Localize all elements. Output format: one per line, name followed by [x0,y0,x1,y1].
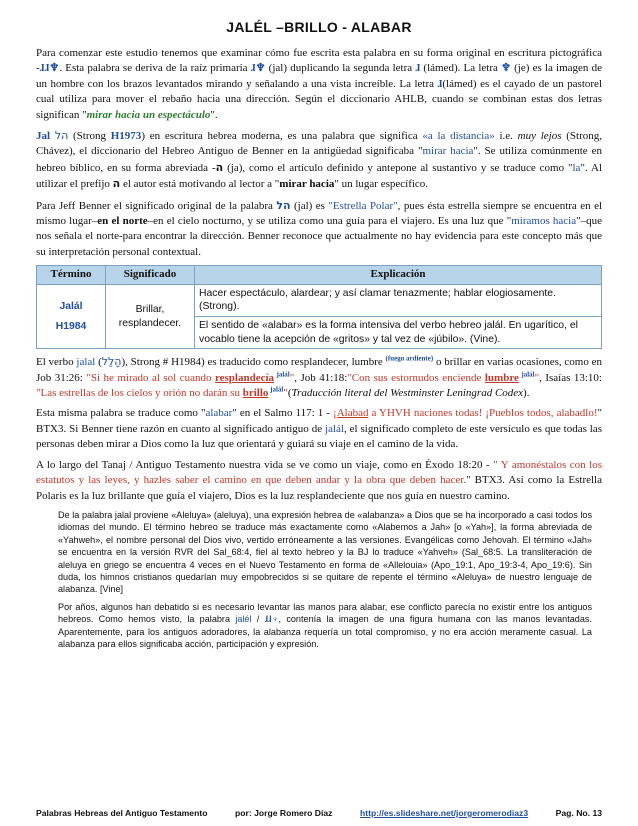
block-quote [58,509,592,650]
verse-quote: ¡ [333,407,337,420]
superscript-note: jalál [274,370,290,378]
text: " BTX3. Si Benner tiene razón en cuanto al significado antiguo de [36,407,603,435]
text: , Isaías 13:10: [539,371,602,384]
text: (lámed) es el cayado de un pastorel cual utiliza para mover el rebaño hacia una dirección. Según el diccionario AHLB, cuando se combinan estas dos letras significan " [36,77,602,121]
text: . Esta palabra se deriva de la raíz primaria [59,62,251,75]
header-explanation: Explicación [195,266,602,285]
pictographic-glyph: ♆ [501,62,511,75]
text: ". Al utilizar el prefijo [36,161,602,191]
text: (jal) duplicando la segunda letra [265,62,416,75]
paragraph-verb [36,354,602,401]
verse-keyword: Alabad [336,407,369,420]
quote-text: miramos hacia [511,215,577,228]
verse-quote: " [534,371,540,384]
text: (Strong, Chávez), el diccionario del Hebreo Antiguo de Benner en la antigüedad significaba " [36,130,603,158]
text: ), Strong # H1984) es traducido como resplandecer, lumbre [121,356,386,369]
text: el autor está motivando al lector a " [120,178,280,191]
quote-paragraph-aleluya: De la palabra jalal proviene «Aleluya» (aleluya), una expresión hebrea de «alabanza» a Dios que se ha incorporado a casi todos los idiomas del mundo. El término hebreo se traduce más exactamente como «Alabemos a Jah» [o «Yah»], la forma abreviada de «Yahweh», el nombre personal del Dios vivo, vertido erróneamente a las versiones. Evangélicas como Jehovah. El término «Jah» se encuentra en la versión RVR del Sal_68:4, fiel al texto hebreo y la BJ lo traduce «Yahveh» (Sal_68:5. La transliteración de aleluya en griego se encuentra 4 veces en el Nuevo Testamento en forma de «Allelouia» (Apo_19:1, Apo_19:3-4, Apo_19:6). Sin duda, los himnos cristianos quedarían muy empobrecidos si se quitare de repente el término «Aleluya» de nuestro lenguaje de alabanza. [Vine] [58,509,592,595]
verse-quote: " [283,387,288,400]
text: , contenía la imagen de una figura humana con las manos levantadas. Aparentemente, para los antiguos adoradores, la alabanza requería un total compromiso, y no era acción meramente casual. La alabanza para ellos significaba acción, participación y expresión. [58,614,592,649]
paragraph-benner [36,198,602,261]
definition-table [36,265,602,349]
paragraph-tanaj [36,458,602,504]
text: " un lugar específico. [334,178,429,191]
text: , Job 41:18: [294,371,348,384]
superscript-note: jalál [268,385,284,394]
pictographic-glyph: ɺ [415,62,421,75]
quote-text: «a la distancia» [422,130,495,143]
footer-link[interactable]: http://es.slideshare.net/jorgeromerodiaz3 [360,808,529,818]
superscript-note: (fuego ardiente) [385,354,434,363]
text: ( [95,356,102,369]
text: / [251,614,265,625]
page-title: JALÉL –BRILLO - ALABAR [226,19,412,35]
text: " BTX3. Así como la Estrella Polaris es la luz brillante que guía el viajero, Dios es la luz resplandeciente que nos guía en nuestro camino. [36,474,602,502]
text: Por años, algunos han debatido si es necesario levantar las manos para alabar, ese conflicto parecía no existir entre los antiguos hebreos. Como hemos visto, la palabra [58,601,592,625]
footer-page-number: Pag. No. 13 [555,808,602,818]
text: A lo largo del Tanaj / Antiguo Testamento nuestra vida se ve como un viaje, como en Éxodo 18:20 - [36,458,494,471]
verse-keyword: resplandecía [214,371,275,384]
meaning-cell: Brillar, resplandecer. [106,284,195,348]
text: o brillar en varias ocasiones, como en Job 31:26: [36,356,602,384]
text: ). [523,387,530,400]
hebrew-word: ה [215,160,224,174]
text: (je) es la imagen de un hombre con los brazos levantados mirando y señalando a una vista increíble. La letra [36,62,602,90]
footer-title: Palabras Hebreas del Antiguo Testamento [36,808,208,818]
text: (Strong [68,130,111,143]
bold-text: mirar hacia [279,178,335,191]
text: i.e. [494,130,518,143]
text: , el significado completo de este versículo es que todas las personas deben mirar a Dios como la luz que orientará y guiará su viaje en el camino de la vida. [36,422,602,451]
quote-text: la [572,161,581,174]
word-highlight: jalal [76,356,96,369]
text: Para comenzar este estudio tenemos que examinar cómo fue escrita esta palabra en su forma original en escritura pictográfica - [36,47,602,75]
paragraph-intro [36,46,602,123]
text: ". [210,108,218,121]
text: ) en escritura hebrea moderna, es una palabra que significa [141,130,423,143]
verse-quote: "Con sus estornudos enciende [347,371,485,384]
text: (jal) es [290,199,329,212]
term-word: Jalál [59,300,83,312]
table-header-row [37,266,602,285]
verse-quote: " [289,371,295,384]
header-meaning: Significado [106,266,195,285]
text: (lámed). La letra [420,62,502,75]
text: El verbo [36,356,77,369]
bold-text: en el norte [97,215,148,228]
footer-author: por: Jorge Romero Díaz [235,808,333,818]
table-row [37,284,602,316]
quote-text: "Estrella Polar" [328,199,398,212]
hebrew-word: ה [112,177,121,191]
page-footer [36,806,602,821]
quote-paragraph-hands [58,601,592,651]
text: ( [287,387,292,400]
hebrew-word: הל [276,198,291,212]
text: Esta misma palabra se traduce como " [36,407,206,420]
text: Para Jeff Benner el significado original de la palabra [36,199,277,212]
quote-text: alabar [205,407,233,420]
verse-keyword: lumbre [484,371,519,384]
paragraph-jal [36,128,602,193]
quote-text: mirar hacia [422,145,474,158]
text: "–que nos señala el norte-para encontrar la dirección. Benner reconoce que actualmente no hay evidencia para este concepto más que su interpretación personal contextual. [36,215,603,258]
verse-quote: "Si he mirado al sol cuando [86,371,215,384]
explanation-cell: El sentido de «alabar» es la forma intensiva del verbo hebreo jalál. En ugarítico, el vocablo tiene la acepción de «gritos» y tal vez de «júbilo». (Vine). [195,317,602,349]
term-code: H1984 [55,320,87,332]
verse-quote: "Las estrellas de los cielos y orión no darán su [36,387,243,400]
pictographic-glyph: ɺ [437,77,443,90]
emphasis-text: mirar hacia un espectáculo [86,108,211,121]
term-cell [37,284,106,348]
hebrew-word: הל [54,129,69,143]
text: –en el cielo nocturno, y se utiliza como una guía para el viajero. Es una luz que " [147,215,512,228]
superscript-note: jalál [518,370,535,378]
verse-quote: a YHVH naciones todas! ¡Pueblos todos, alabadlo! [368,407,598,420]
word-highlight: jalél [235,614,252,625]
hebrew-word: הָלַל [101,355,122,369]
pictographic-glyph: ɺɺ♆ [39,62,60,75]
verse-quote: " Y amonéstalos con los estatutos y las leyes, y hazles saber el camino en que deben andar y la obra que deben hacer. [36,458,602,487]
explanation-cell: Hacer espectáculo, alardear; y así clamar tenazmente; hablar elogiosamente. (Strong). [195,284,602,316]
word-highlight: jalál [325,422,344,435]
text: " en el Salmo 117: 1 - [232,407,334,420]
italic-text: muy lejos [517,130,562,143]
strong-number: H1973 [110,130,142,143]
italic-text: Traducción literal del Westminster Leningrad Codex [291,387,524,400]
text: ". Se utiliza comúnmente en hebreo bíblico, en su forma abreviada - [36,145,602,174]
text: (ja), como el artículo definido y antepone al sustantivo y se traduce como " [223,161,573,174]
pictographic-glyph: ɺ♆ [250,62,266,75]
header-term: Término [37,266,106,285]
paragraph-psalm [36,406,602,452]
verse-keyword: brillo [242,387,269,400]
pictographic-glyph: ɺɺ♆ [264,614,279,625]
text: , pues ésta estrella siempre se encuentra en el mismo lugar– [36,199,603,228]
word-highlight: Jal [36,130,51,143]
